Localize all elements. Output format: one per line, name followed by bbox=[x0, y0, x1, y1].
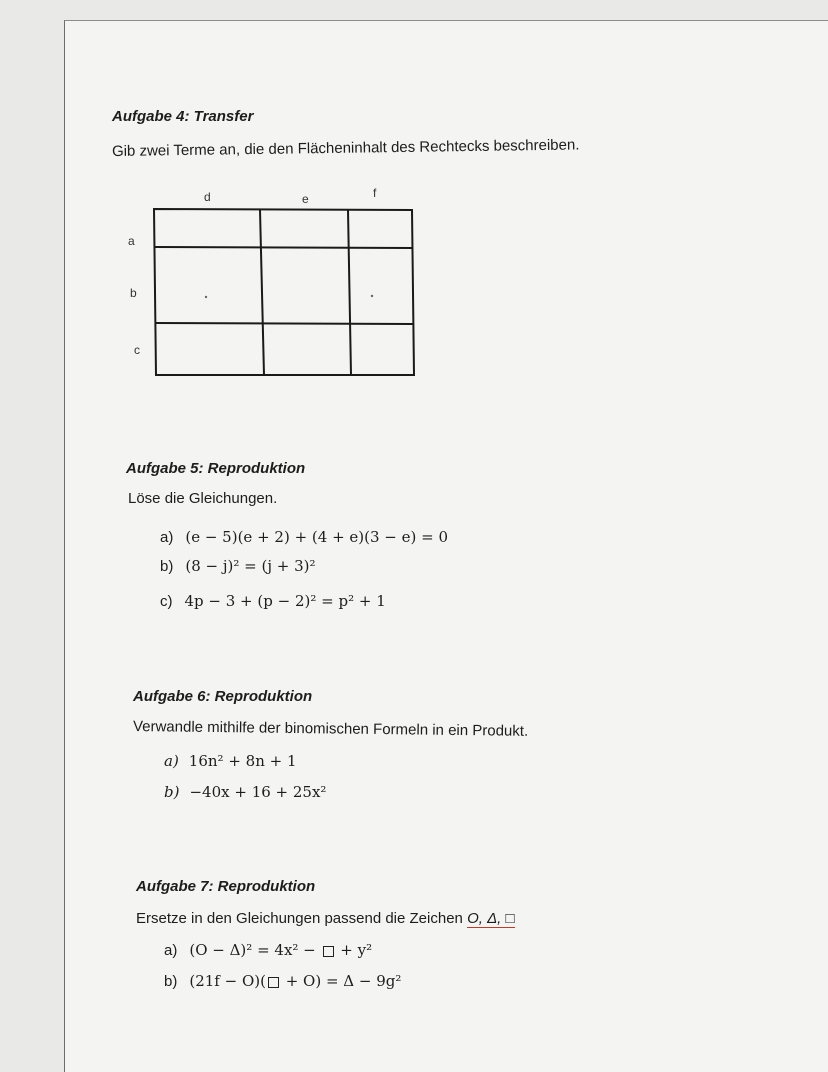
square-placeholder-icon bbox=[323, 946, 334, 957]
task4-instruction: Gib zwei Terme an, die den Flächeninhalt des Rechtecks beschreiben. bbox=[111, 136, 580, 160]
task5-title: Aufgabe 5: Reproduktion bbox=[126, 460, 306, 477]
item-label: a) bbox=[160, 529, 174, 546]
task6-expression-a bbox=[164, 752, 297, 770]
item-label: c) bbox=[160, 593, 173, 610]
task6-expression-b bbox=[164, 783, 326, 801]
item-label: b) bbox=[164, 783, 180, 801]
equation-text-start: (O − Δ)² = 4x² − bbox=[189, 941, 321, 959]
task7-equation-a bbox=[164, 941, 372, 959]
task6-instruction: Verwandle mithilfe der binomischen Formeln in ein Produkt. bbox=[132, 718, 529, 740]
equation-text-end: + O) = Δ − 9g² bbox=[280, 972, 402, 990]
task7-instruction bbox=[136, 910, 515, 927]
item-label: a) bbox=[164, 752, 179, 770]
task5-instruction: Löse die Gleichungen. bbox=[128, 490, 278, 507]
row-label-b: b bbox=[130, 286, 137, 300]
instruction-text: Ersetze in den Gleichungen passend die Zeichen bbox=[136, 910, 463, 927]
rectangle-grid bbox=[150, 205, 420, 385]
item-label: a) bbox=[164, 942, 178, 959]
task5-equation-a bbox=[160, 528, 448, 546]
row-label-a: a bbox=[128, 234, 135, 248]
task5-equation-c bbox=[160, 592, 386, 610]
equation-text-start: (21f − O)( bbox=[189, 972, 266, 990]
column-label-e: e bbox=[302, 192, 309, 206]
equation-text: 4p − 3 + (p − 2)² = p² + 1 bbox=[184, 592, 386, 610]
task4-title: Aufgabe 4: Transfer bbox=[112, 108, 254, 125]
task6-title: Aufgabe 6: Reproduktion bbox=[133, 688, 313, 705]
item-label: b) bbox=[164, 973, 178, 990]
row-label-c: c bbox=[134, 343, 140, 357]
item-label: b) bbox=[160, 558, 174, 575]
equation-text: (e − 5)(e + 2) + (4 + e)(3 − e) = 0 bbox=[185, 528, 449, 546]
expression-text: −40x + 16 + 25x² bbox=[189, 783, 327, 801]
equation-text: (8 − j)² = (j + 3)² bbox=[185, 557, 316, 575]
expression-text: 16n² + 8n + 1 bbox=[188, 752, 297, 770]
equation-text-end: + y² bbox=[335, 941, 373, 959]
column-label-f: f bbox=[373, 186, 377, 200]
column-label-d: d bbox=[204, 190, 211, 204]
placeholder-symbols: O, Δ, □ bbox=[467, 910, 515, 927]
task7-title: Aufgabe 7: Reproduktion bbox=[136, 878, 316, 895]
task5-equation-b bbox=[160, 557, 315, 575]
square-placeholder-icon bbox=[268, 977, 279, 988]
task7-equation-b bbox=[164, 972, 401, 990]
